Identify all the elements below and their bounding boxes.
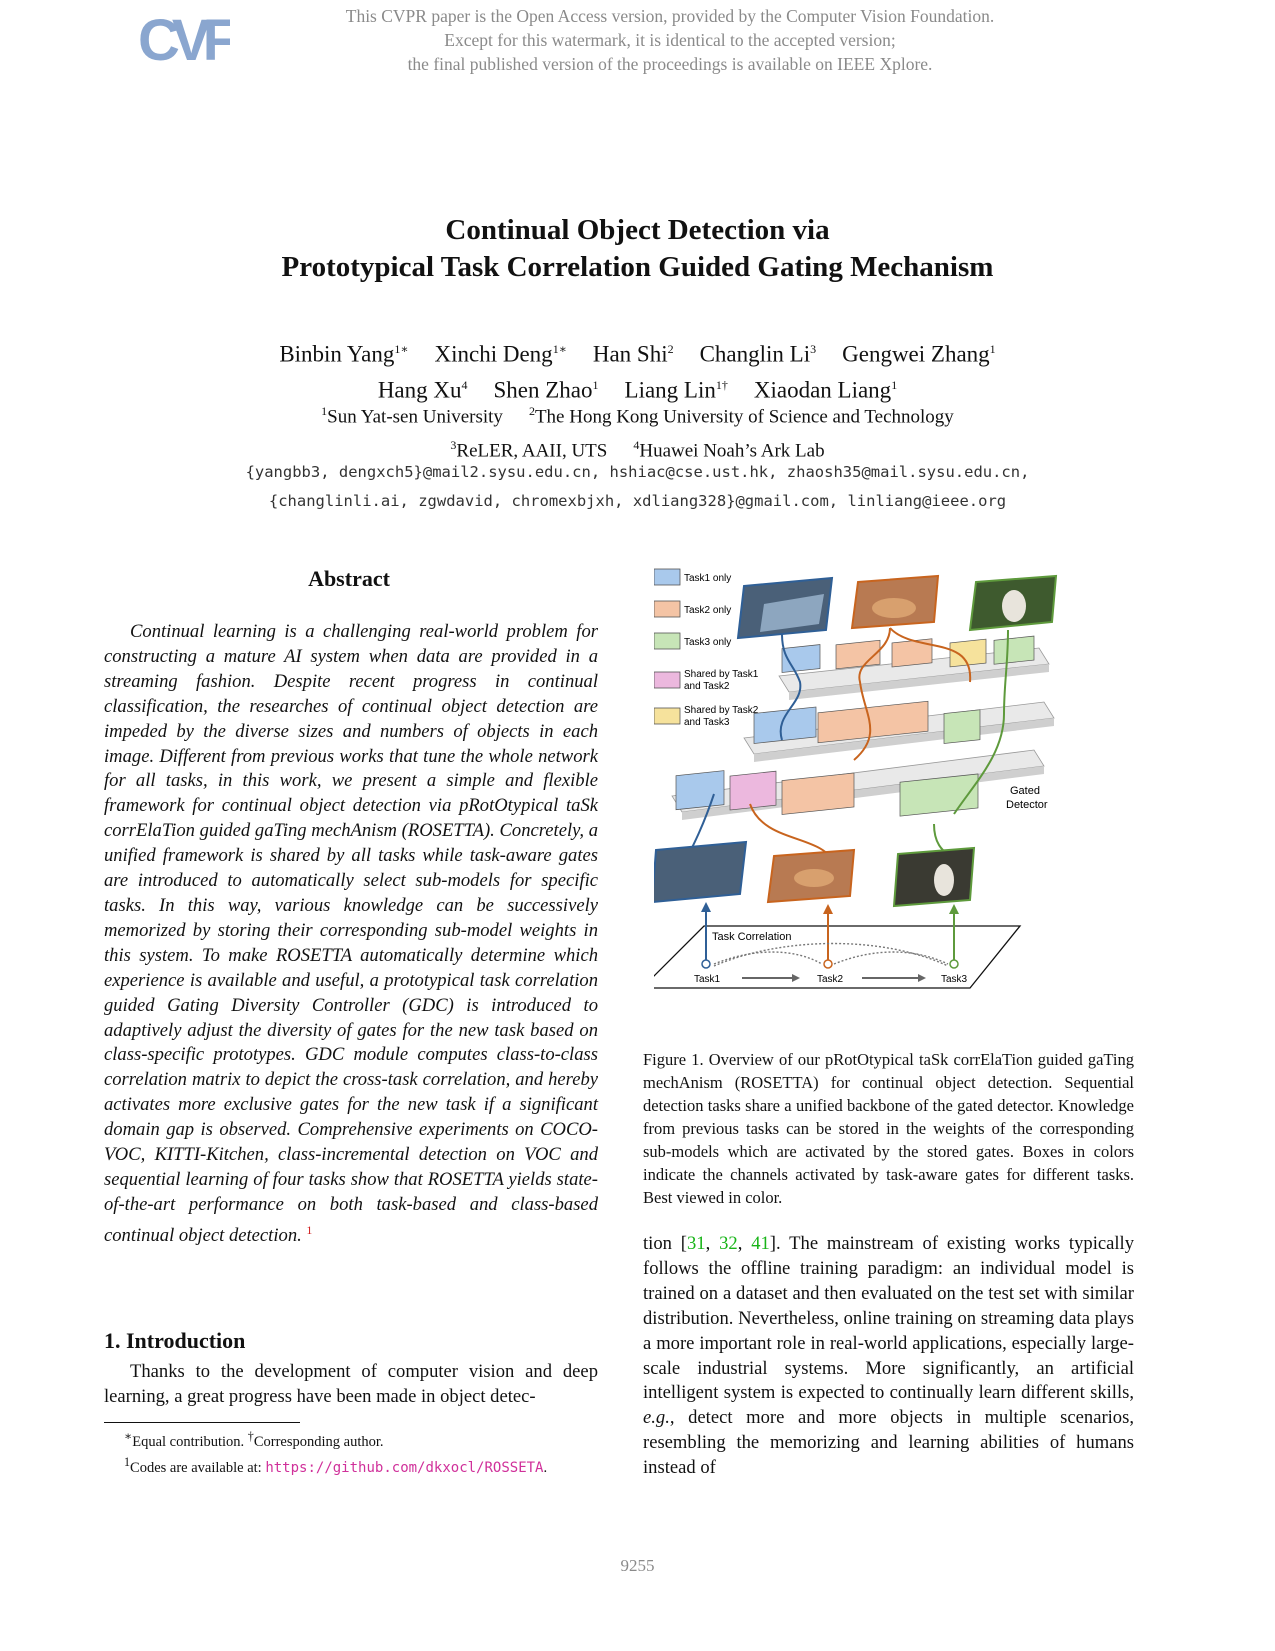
- task-label: Task3: [941, 974, 968, 985]
- legend-label: Task1 only: [684, 573, 732, 584]
- legend-label: Task2 only: [684, 605, 732, 616]
- task1-input-image: [654, 842, 746, 902]
- title-line-1: Continual Object Detection via: [445, 214, 830, 246]
- gated-detector: [672, 636, 1054, 820]
- paper-title: [100, 212, 1175, 286]
- introduction-heading: 1. Introduction: [104, 1328, 246, 1353]
- affiliation: $^3$ReLER, AAII, UTS: [450, 438, 608, 462]
- figure-1-caption: Figure 1. Overview of our pRotOtypical taSk corrElaTion guided gaTing mechAnism (ROSETTA) for continual object detection. Sequential detection tasks share a unified backbone of the gated detector. Knowledge from previous tasks can be stored in the weights of the corresponding sub-models which are activated by the stored gates. Boxes in colors indicate the channels activated by task-aware gates for different tasks. Best viewed in color.: [643, 1050, 1134, 1207]
- email-line-2: {changlinli.ai, zgwdavid, chromexbjxh, xdliang328}@gmail.com, linliang@ieee.org: [268, 492, 1007, 510]
- affiliation: $^2$The Hong Kong University of Science and Technology: [528, 404, 954, 428]
- author-emails: [100, 458, 1175, 516]
- author-row-1: [100, 334, 1175, 370]
- citation-link[interactable]: 41: [751, 1233, 770, 1254]
- page-number: 9255: [620, 1556, 655, 1575]
- input-images: [654, 842, 974, 906]
- output-images: [738, 576, 1056, 638]
- legend-swatch-task1-task2: [654, 672, 680, 688]
- task-correlation-plane: [654, 902, 1020, 988]
- right-column-body: tion [31, 32, 41]. The mainstream of existing works typically follows the offline training paradigm: an individual model is trained on a dataset and then evaluated on the test set with similar distribution. Nevertheless, online training on streaming data plays a more important role in real-world applications, especially large-scale industrial systems. More significantly, an artificial intelligent system is expected to continually learn different skills, e.g., detect more and more objects in multiple scenarios, resembling the memorizing and learning abilities of humans instead of: [643, 1233, 1134, 1479]
- footnote-code: $^1$Codes are available at: https://github.com/dkxocl/ROSSETA.: [124, 1454, 548, 1476]
- legend-swatch-task2: [654, 601, 680, 617]
- author: Xiaodan Liang$^1$: [753, 377, 898, 403]
- legend-label: Shared by Task2: [684, 705, 759, 716]
- cvf-logo: [138, 8, 230, 74]
- footnote-divider: [104, 1422, 300, 1423]
- gated-detector-label: Detector: [1006, 799, 1048, 811]
- author-list: [100, 334, 1175, 405]
- channel-task3: [944, 710, 980, 744]
- legend-label: and Task3: [684, 717, 730, 728]
- figure-1-rosetta-overview: [654, 564, 1140, 1044]
- author: Xinchi Deng$^{1∗}$: [434, 341, 567, 367]
- gated-detector-label: Gated: [1010, 785, 1040, 797]
- citation-link[interactable]: 32: [719, 1233, 738, 1254]
- abstract-footnote-mark: 1: [306, 1222, 313, 1237]
- task-correlation-label: Task Correlation: [712, 931, 792, 943]
- watermark-line: Except for this watermark, it is identical to the accepted version;: [444, 30, 896, 50]
- open-access-watermark: [260, 4, 1080, 76]
- legend-label: and Task2: [684, 681, 730, 692]
- cvf-logo-text: CVF: [138, 8, 230, 73]
- channel-task1-task2: [730, 771, 776, 810]
- watermark-line: This CVPR paper is the Open Access version, provided by the Computer Vision Foundation.: [345, 6, 995, 26]
- watermark-line: the final published version of the proceedings is available on IEEE Xplore.: [407, 54, 933, 74]
- legend-label: Task3 only: [684, 637, 732, 648]
- legend-swatch-task3: [654, 633, 680, 649]
- task-label: Task1: [694, 974, 721, 985]
- affiliation-row-1: [100, 397, 1175, 431]
- author: Binbin Yang$^{1∗}$: [279, 341, 409, 367]
- channel-task3: [994, 636, 1034, 664]
- author: Hang Xu$^4$: [377, 377, 468, 403]
- task1-node: [702, 960, 710, 968]
- author: Changlin Li$^3$: [699, 341, 817, 367]
- task3-node: [950, 960, 958, 968]
- affiliation: $^4$Huawei Noah’s Ark Lab: [633, 438, 825, 462]
- author: Gengwei Zhang$^1$: [842, 341, 996, 367]
- author: Han Shi$^2$: [592, 341, 674, 367]
- task2-node: [824, 960, 832, 968]
- footnotes: [104, 1426, 598, 1478]
- channel-task1: [676, 771, 724, 810]
- introduction-body: Thanks to the development of computer vision and deep learning, a great progress have been made in object detec-: [104, 1361, 598, 1407]
- title-line-2: Prototypical Task Correlation Guided Gating Mechanism: [281, 251, 994, 283]
- legend-swatch-task1: [654, 569, 680, 585]
- abstract-body: Continual learning is a challenging real-world problem for constructing a mature AI system when data are provided in a streaming fashion. Despite recent progress in continual classification, the researches of continual object detection are impeded by the diverse sizes and numbers of objects in each image. Different from previous works that tune the whole network for all tasks, in this work, we present a simple and flexible framework for continual object detection via pRotOtypical taSk corrElaTion guided gaTing mechAnism (ROSETTA). Concretely, a unified framework is shared by all tasks while task-aware gates are introduced to automatically select sub-models for specific tasks. In this way, various knowledge can be successively memorized by storing their corresponding sub-model weights in this system. To make ROSETTA automatically determine which experience is available and useful, a prototypical task correlation guided Gating Diversity Controller (GDC) is introduced to adaptively adjust the diversity of gates for the new task based on class-specific prototypes. GDC module computes class-to-class correlation matrix to depict the cross-task correlation, and hereby activates more exclusive gates for the new task if a significant domain gap is observed. Comprehensive experiments on COCO-VOC, KITTI-Kitchen, class-incremental detection on VOC and sequential learning of four tasks show that ROSETTA yields state-of-the-art performance on both task-based and class-based continual object detection. $^1$: [104, 621, 598, 1246]
- affiliation: $^1$Sun Yat-sen University: [321, 404, 503, 428]
- legend-swatch-task2-task3: [654, 708, 680, 724]
- channel-task2: [782, 773, 854, 815]
- author: Liang Lin$^{1\dagger}$: [624, 377, 728, 403]
- task-label: Task2: [817, 974, 844, 985]
- email-line-1: {yangbb3, dengxch5}@mail2.sysu.edu.cn, hshiac@cse.ust.hk, zhaosh35@mail.sysu.edu.cn,: [245, 463, 1030, 481]
- abstract-heading: Abstract: [308, 566, 390, 591]
- footnote-contribution: ∗Equal contribution. †Corresponding author.: [124, 1429, 384, 1450]
- author: Shen Zhao$^1$: [493, 377, 599, 403]
- code-link[interactable]: https://github.com/dkxocl/ROSSETA: [265, 1459, 544, 1476]
- legend-label: Shared by Task1: [684, 669, 759, 680]
- task3-input-image: [894, 848, 974, 906]
- affiliations: [100, 397, 1175, 466]
- citation-link[interactable]: 31: [686, 1233, 706, 1254]
- channel-task1: [754, 707, 816, 744]
